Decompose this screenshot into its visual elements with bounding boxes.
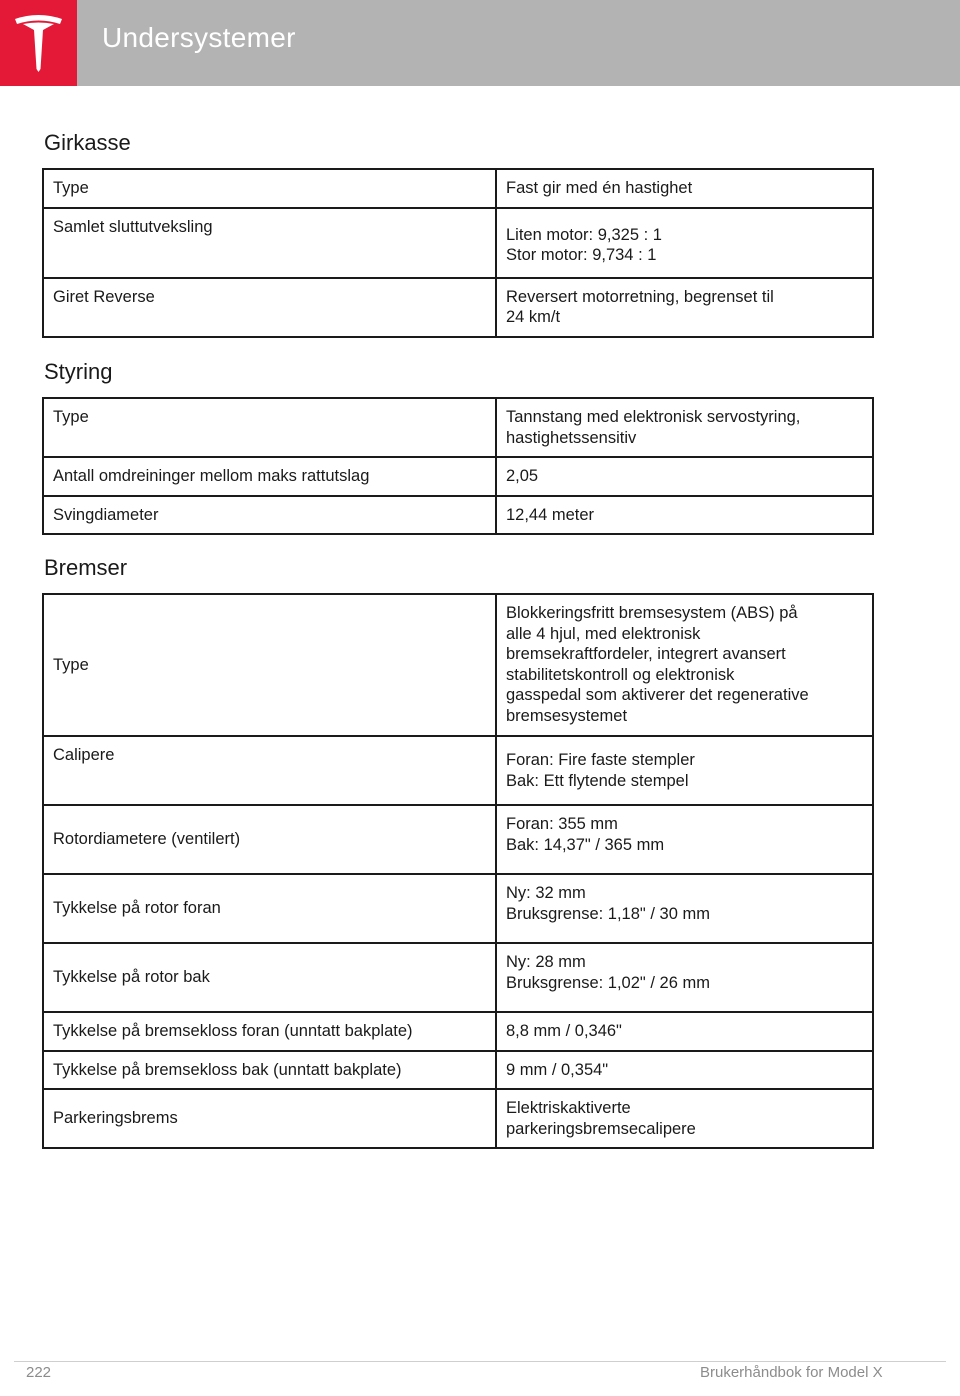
spec-label: Type [43, 169, 496, 208]
table-row [43, 496, 873, 535]
spec-value-line: parkeringsbremsecalipere [506, 1119, 696, 1138]
spec-value: 2,05 [496, 457, 873, 496]
spec-value: Fast gir med én hastighet [496, 169, 873, 208]
spec-label: Giret Reverse [43, 278, 496, 337]
table-row [43, 805, 873, 874]
spec-label: Type [43, 594, 496, 736]
spec-value-line: Blokkeringsfritt bremsesystem (ABS) på [506, 604, 798, 622]
spec-value-line: Stor motor: 9,734 : 1 [506, 246, 657, 264]
spec-value [496, 874, 873, 943]
spec-value-line: Bruksgrense: 1,02" / 26 mm [506, 973, 710, 992]
spec-value: 12,44 meter [496, 496, 873, 535]
spec-value-line: gasspedal som aktiverer det regenerative [506, 686, 809, 704]
spec-value-line: bremsekraftfordeler, integrert avansert [506, 645, 786, 663]
spec-label: Antall omdreininger mellom maks rattutslag [43, 457, 496, 496]
footer-manual-title: Brukerhåndbok for Model X [700, 1364, 883, 1381]
table-row [43, 1089, 873, 1148]
section-title-girkasse: Girkasse [44, 130, 131, 155]
spec-value-line: hastighetssensitiv [506, 428, 637, 447]
page-header [0, 0, 960, 86]
spec-value-line: alle 4 hjul, med elektronisk [506, 624, 701, 643]
spec-label: Type [43, 398, 496, 457]
table-row [43, 874, 873, 943]
spec-value-line: Ny: 32 mm [506, 884, 586, 902]
spec-value-line: stabilitetskontroll og elektronisk [506, 665, 735, 684]
bremser-table [42, 593, 874, 1149]
spec-value: 8,8 mm / 0,346" [496, 1012, 873, 1051]
table-row [43, 594, 873, 736]
spec-label: Svingdiameter [43, 496, 496, 535]
spec-value-line: Tannstang med elektronisk servostyring, [506, 408, 801, 426]
spec-value [496, 943, 873, 1012]
styring-table [42, 397, 874, 535]
spec-value-line: Reversert motorretning, begrenset til [506, 287, 774, 306]
spec-value [496, 805, 873, 874]
section-title-styring: Styring [44, 359, 113, 384]
spec-label: Tykkelse på bremsekloss foran (unntatt bakplate) [43, 1012, 496, 1051]
footer-divider [14, 1361, 946, 1362]
table-row [43, 169, 873, 208]
spec-label: Parkeringsbrems [43, 1089, 496, 1148]
page-title: Undersystemer [102, 22, 296, 53]
spec-value-line: Foran: Fire faste stempler [506, 751, 695, 769]
spec-value-line: Elektriskaktiverte [506, 1099, 631, 1117]
spec-label: Rotordiametere (ventilert) [43, 805, 496, 874]
spec-value-line: Bak: Ett flytende stempel [506, 771, 689, 790]
spec-value-line: Liten motor: 9,325 : 1 [506, 225, 662, 244]
spec-value [496, 736, 873, 805]
spec-value-line: 24 km/t [506, 308, 561, 326]
table-row [43, 736, 873, 805]
spec-value [496, 594, 873, 736]
spec-value [496, 208, 873, 278]
spec-value [496, 1089, 873, 1148]
table-row [43, 457, 873, 496]
spec-value-line: Ny: 28 mm [506, 953, 586, 971]
table-row [43, 1012, 873, 1051]
spec-label: Samlet sluttutveksling [43, 208, 496, 278]
table-row [43, 208, 873, 278]
table-row [43, 1051, 873, 1090]
page-number: 222 [26, 1364, 52, 1381]
section-title-bremser: Bremser [44, 555, 128, 580]
spec-label: Calipere [43, 736, 496, 805]
spec-value-line: Bruksgrense: 1,18" / 30 mm [506, 904, 710, 923]
spec-value-line: bremsesystemet [506, 706, 628, 725]
table-row [43, 278, 873, 337]
spec-value [496, 278, 873, 337]
spec-value [496, 398, 873, 457]
spec-value: 9 mm / 0,354" [496, 1051, 873, 1090]
girkasse-table [42, 168, 874, 338]
table-row [43, 943, 873, 1012]
tesla-logo [0, 0, 77, 86]
spec-label: Tykkelse på bremsekloss bak (unntatt bakplate) [43, 1051, 496, 1090]
spec-value-line: Foran: 355 mm [506, 815, 618, 833]
spec-value-line: Bak: 14,37" / 365 mm [506, 835, 665, 854]
tesla-logo-icon [13, 13, 64, 73]
table-row [43, 398, 873, 457]
spec-label: Tykkelse på rotor bak [43, 943, 496, 1012]
spec-label: Tykkelse på rotor foran [43, 874, 496, 943]
